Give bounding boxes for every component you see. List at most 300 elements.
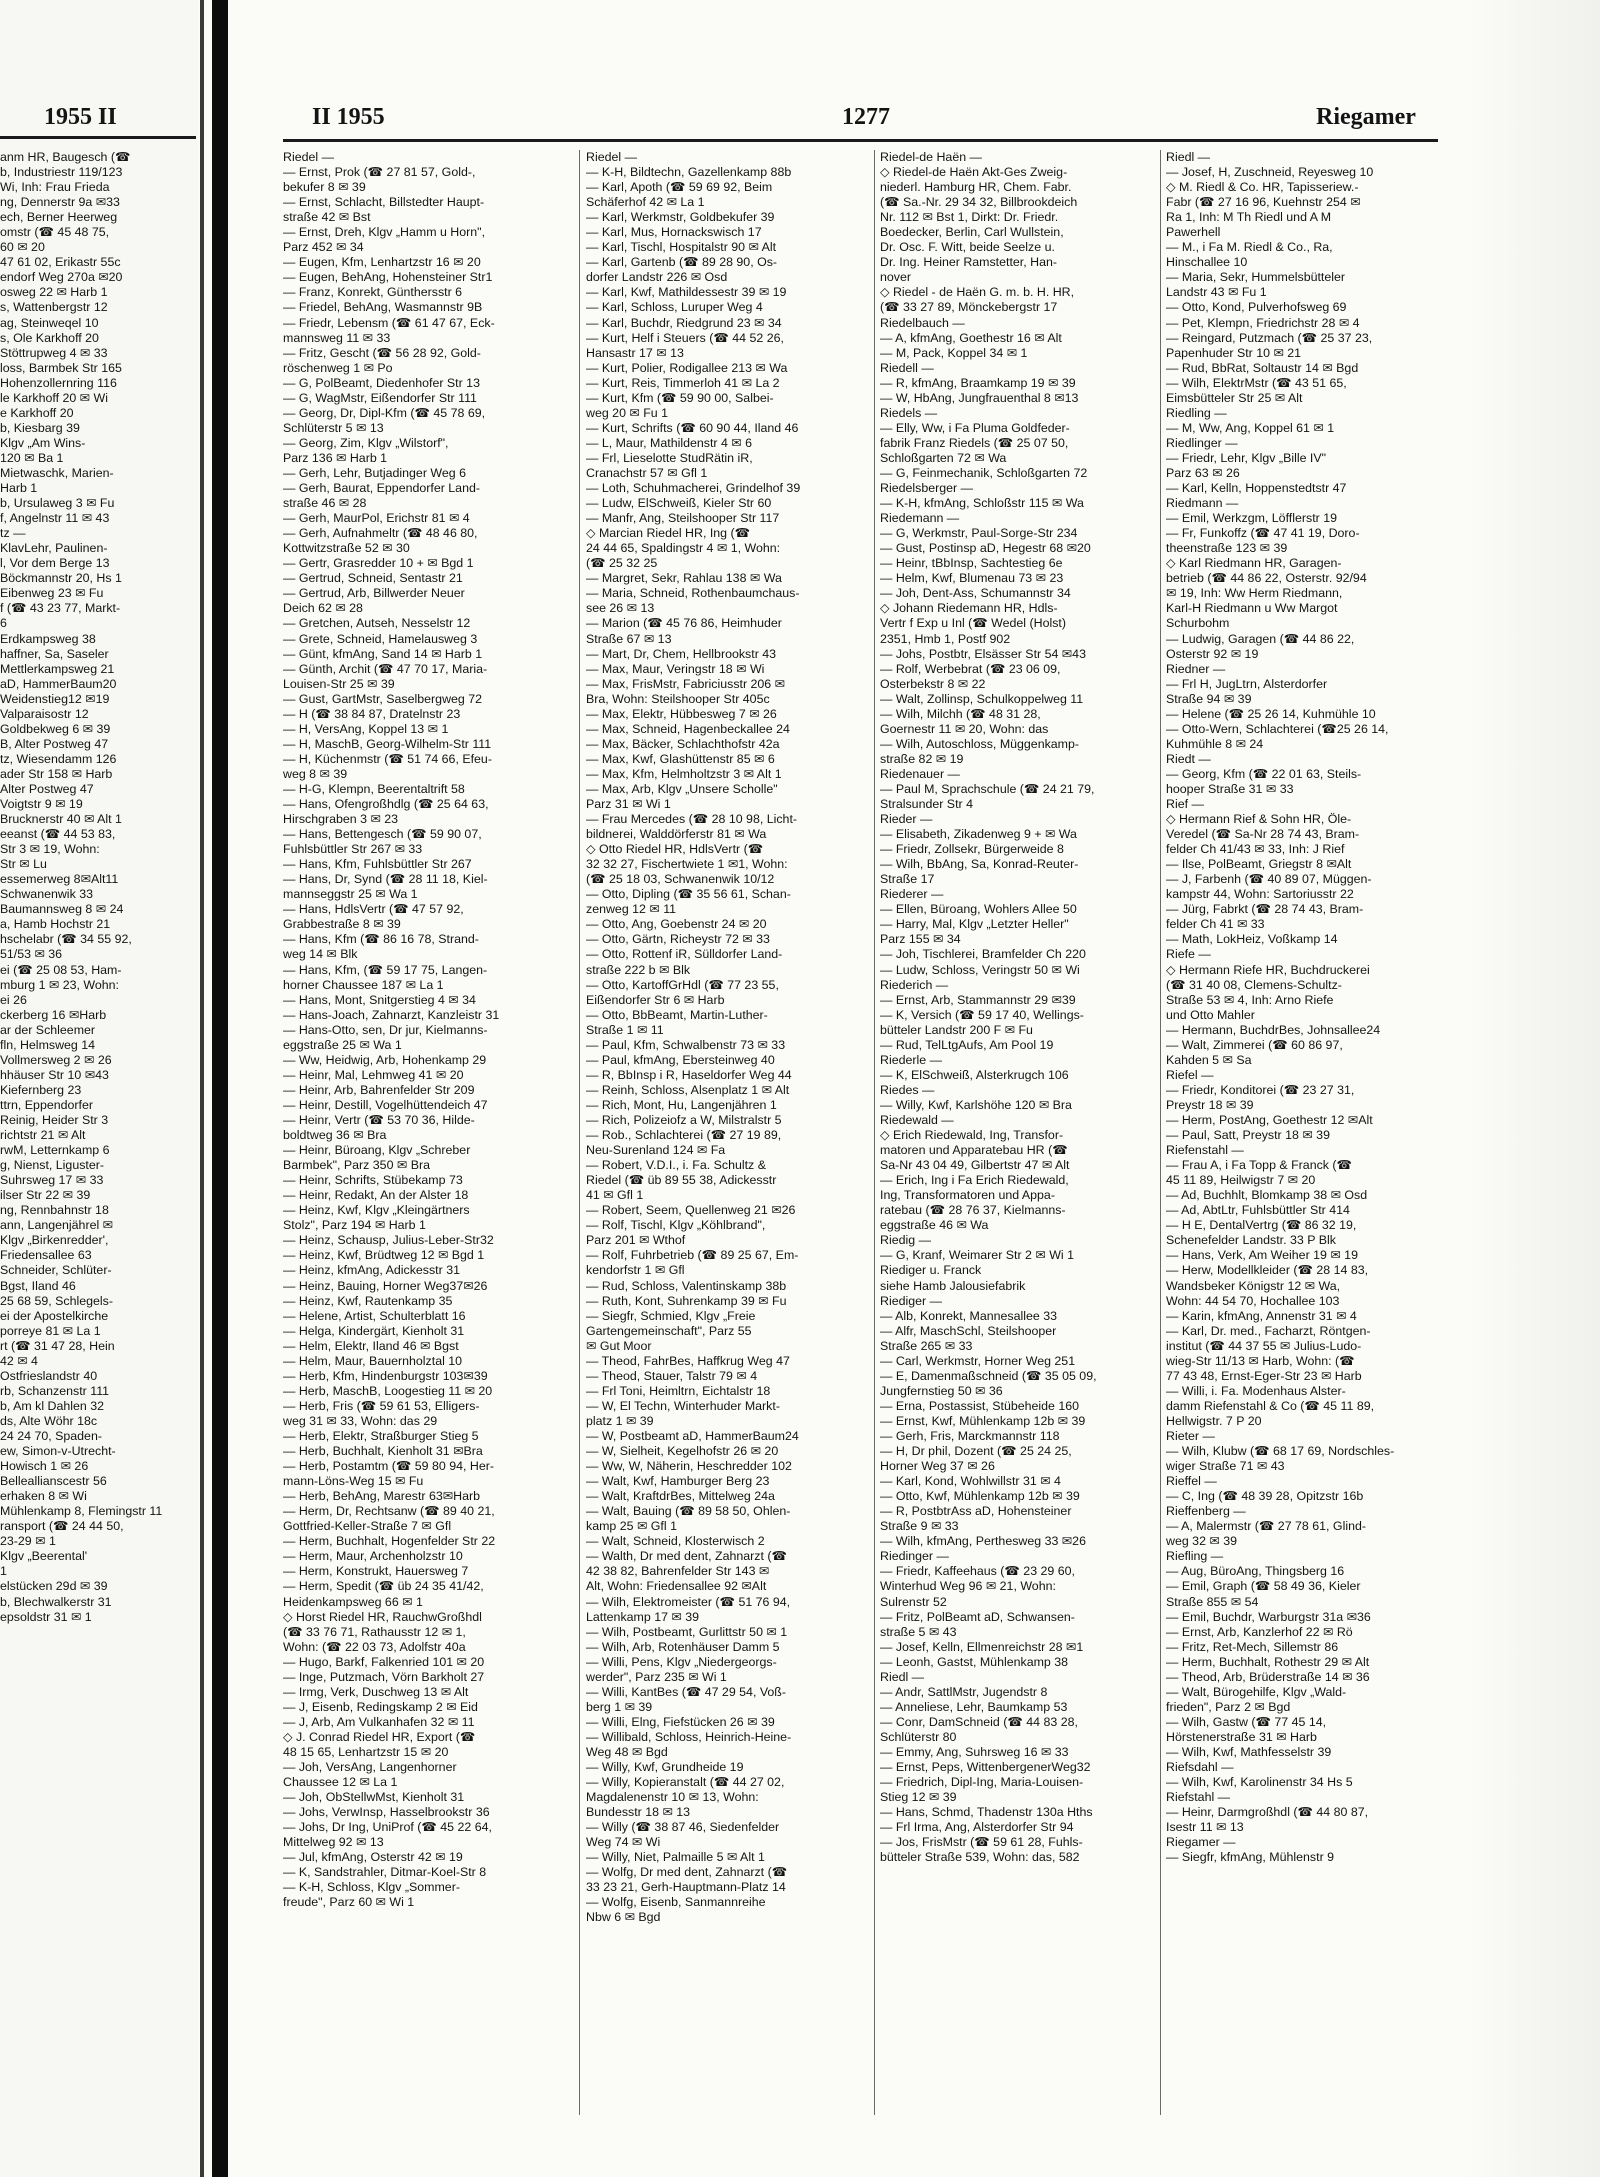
directory-entry-line: Kuhmühle 8 ✉ 24 [1166, 736, 1264, 751]
directory-entry-line: — K, ElSchweiß, Alsterkrugch 106 [880, 1067, 1069, 1082]
directory-entry-line: — Gerh, Baurat, Eppendorfer Land- [283, 481, 480, 496]
directory-entry-line: — Siegfr, Schmied, Klgv „Freie [586, 1308, 756, 1323]
directory-entry-line: — Fr, Funkoffz (☎ 47 41 19, Doro- [1166, 526, 1360, 541]
directory-entry-line: — K, Sandstrahler, Ditmar-Koel-Str 8 [283, 1865, 487, 1880]
directory-entry-line: Riedes — [880, 1082, 935, 1097]
directory-entry-line: Fabr (☎ 27 16 96, Kuehnstr 254 ✉ [1166, 195, 1361, 210]
directory-entry-line: — Ernst, Kwf, Mühlenkamp 12b ✉ 39 [880, 1413, 1086, 1428]
directory-entry-line: — Fritz, Ret-Mech, Sillemstr 86 [1166, 1639, 1339, 1654]
directory-entry-line: Riedig — [880, 1233, 931, 1248]
directory-entry-line: — Siegfr, kfmAng, Mühlenstr 9 [1166, 1850, 1335, 1865]
directory-entry-line: — Heinz, Bauing, Horner Weg37✉26 [283, 1278, 488, 1293]
directory-entry-line: Goldbekweg 6 ✉ 39 [0, 721, 111, 736]
directory-entry-line: bildnerei, Walddörferstr 81 ✉ Wa [586, 827, 767, 842]
directory-entry-line: b, Blechwalkerstr 31 [0, 1594, 112, 1609]
directory-entry-line: Vertr f Exp u Inl (☎ Wedel (Holst) [880, 616, 1066, 631]
directory-entry-line: — Leonh, Gastst, Mühlenkamp 38 [880, 1654, 1069, 1669]
directory-entry-line: — Karl, Kwf, Mathildessestr 39 ✉ 19 [586, 285, 787, 300]
left-header-rule [0, 136, 196, 139]
column-3 [880, 150, 1156, 2115]
directory-entry-line: ✉ Gut Moor [586, 1338, 652, 1353]
directory-entry-line: bekufer 8 ✉ 39 [283, 180, 366, 195]
binding-gutter [212, 0, 228, 2177]
directory-entry-line: Rieder — [880, 812, 933, 827]
directory-entry-line: Str ✉ Lu [0, 857, 47, 872]
directory-entry-line: frieden", Parz 2 ✉ Bgd [1166, 1699, 1291, 1714]
directory-entry-line: Klgv „Birkenredder', [0, 1233, 109, 1248]
directory-entry-line: Deich 62 ✉ 28 [283, 601, 363, 616]
directory-entry-line: (☎ Sa.-Nr. 29 34 32, Billbrookdeich [880, 195, 1078, 210]
directory-entry-line: — Walt, KraftdrBes, Mittelweg 24a [586, 1489, 775, 1504]
directory-entry-line: — Otto, Dipling (☎ 35 56 61, Schan- [586, 887, 791, 902]
directory-entry-line: ds, Alte Wöhr 18c [0, 1413, 98, 1428]
directory-entry-line: — Rich, Polizeiofz a W, Milstralstr 5 [586, 1113, 782, 1127]
directory-entry-line: röschenweg 1 ✉ Po [283, 360, 393, 375]
directory-entry-line: boldtweg 36 ✉ Bra [283, 1128, 387, 1143]
directory-entry-line: Nbw 6 ✉ Bgd [586, 1910, 661, 1925]
directory-entry-line: felder Ch 41/43 ✉ 33, Inh: J Rief [1166, 842, 1345, 857]
directory-entry-line: — Emil, Graph (☎ 58 49 36, Kieler [1166, 1579, 1361, 1594]
directory-entry-line: 47 61 02, Erikastr 55c [0, 255, 121, 270]
directory-entry-line: loss, Barmbek Str 165 [0, 360, 122, 375]
directory-entry-line: — Andr, SattlMstr, Jugendstr 8 [880, 1684, 1048, 1699]
directory-entry-line: Grabbestraße 8 ✉ 39 [283, 917, 401, 932]
directory-entry-line: weg 32 ✉ 39 [1166, 1534, 1238, 1549]
directory-entry-line: straße 222 b ✉ Blk [586, 962, 691, 977]
directory-entry-line: — Karl, Mus, Hornackswisch 17 [586, 225, 762, 240]
directory-entry-line: 41 ✉ Gfl 1 [586, 1188, 644, 1203]
directory-entry-line: — Helm, Maur, Bauernholztal 10 [283, 1353, 463, 1368]
directory-entry-line: s, Ole Karkhoff 20 [0, 330, 99, 345]
directory-entry-line: — Rud, Schloss, Valentinskamp 38b [586, 1278, 787, 1293]
directory-entry-line: — Willi, KantBes (☎ 47 29 54, Voß- [586, 1684, 786, 1699]
directory-entry-line: und Otto Mahler [1166, 1007, 1255, 1022]
directory-entry-line: Stieg 12 ✉ 39 [880, 1790, 957, 1805]
directory-entry-line: — Karin, kfmAng, Annenstr 31 ✉ 4 [1166, 1308, 1357, 1323]
directory-entry-line: 45 11 89, Heilwigstr 7 ✉ 20 [1166, 1173, 1316, 1188]
directory-entry-line: — Reinh, Schloss, Alsenplatz 1 ✉ Alt [586, 1082, 790, 1097]
directory-entry-line: Rieffel — [1166, 1474, 1217, 1489]
directory-entry-line: — Friedrich, Dipl-Ing, Maria-Louisen- [880, 1775, 1084, 1790]
directory-entry-line: — Karl, Tischl, Hospitalstr 90 ✉ Alt [586, 240, 777, 255]
directory-entry-line: b, Am kl Dahlen 32 [0, 1398, 105, 1413]
directory-entry-line: Eibenweg 23 ✉ Fu [0, 586, 104, 601]
directory-entry-line: — Hans, Kfm, (☎ 59 17 75, Langen- [283, 962, 488, 977]
directory-entry-line: Sulrenstr 52 [880, 1594, 947, 1609]
directory-entry-line: ◇ Riedel - de Haën G. m. b. H. HR, [880, 285, 1075, 300]
directory-entry-line: rb, Schanzenstr 111 [0, 1383, 110, 1398]
directory-entry-line: berg 1 ✉ 39 [586, 1699, 653, 1714]
directory-entry-line: — Rud, BbRat, Soltaustr 14 ✉ Bgd [1166, 360, 1359, 375]
directory-entry-line: Barmbek", Parz 350 ✉ Bra [283, 1158, 431, 1173]
directory-entry-line: Hörstenerstraße 31 ✉ Harb [1166, 1729, 1317, 1744]
directory-entry-line: Howisch 1 ✉ 26 [0, 1459, 89, 1474]
directory-entry-line: — Helm, Kwf, Blumenau 73 ✉ 23 [880, 571, 1064, 586]
directory-entry-line: — Paul M, Sprachschule (☎ 24 21 79, [880, 781, 1095, 796]
directory-entry-line: — Herb, Kfm, Hindenburgstr 103✉39 [283, 1368, 488, 1383]
directory-entry-line: Riedlinger — [1166, 435, 1238, 450]
directory-entry-line: matoren und Apparatebau HR (☎ [880, 1143, 1068, 1158]
directory-entry-line: — Kurt, Kfm (☎ 59 90 00, Salbei- [586, 390, 774, 405]
directory-entry-line: — Math, LokHeiz, Voßkamp 14 [1166, 932, 1338, 947]
directory-entry-line: rwM, Letternkamp 6 [0, 1143, 110, 1158]
directory-entry-line: Mittelweg 92 ✉ 13 [283, 1835, 384, 1850]
directory-entry-line: Voigtstr 9 ✉ 19 [0, 797, 83, 812]
directory-entry-line: 25 68 59, Schlegels- [0, 1293, 113, 1308]
directory-entry-line: — J, Arb, Am Vulkanhafen 32 ✉ 11 [283, 1714, 475, 1729]
directory-entry-line: Magdalenenstr 10 ✉ 13, Wohn: [586, 1790, 759, 1805]
directory-entry-line: — Fritz, PolBeamt aD, Schwansen- [880, 1609, 1075, 1624]
directory-entry-line: anm HR, Baugesch (☎ [0, 150, 131, 164]
directory-entry-line: Parz 63 ✉ 26 [1166, 465, 1240, 480]
directory-entry-line: Kiefernberg 23 [0, 1082, 82, 1097]
directory-entry-line: — Josef, H, Zuschneid, Reyesweg 10 [1166, 165, 1374, 180]
directory-entry-line: ei der Apostelkirche [0, 1308, 109, 1323]
directory-entry-line: 42 ✉ 4 [0, 1353, 38, 1368]
directory-entry-line: — Friedel, BehAng, Wasmannstr 9B [283, 300, 483, 315]
directory-entry-line: — M, Pack, Koppel 34 ✉ 1 [880, 345, 1028, 360]
directory-entry-line: Riedelsberger — [880, 481, 973, 496]
directory-entry-line: — Willi, Elng, Fiefstücken 26 ✉ 39 [586, 1714, 775, 1729]
directory-entry-line: — Heinr, Büroang, Klgv „Schreber [283, 1143, 471, 1158]
directory-entry-line: s, Wattenbergstr 12 [0, 300, 108, 315]
directory-entry-line: — Eugen, Kfm, Lenhartzstr 16 ✉ 20 [283, 255, 481, 270]
directory-entry-line: ng, Dennerstr 9a ✉33 [0, 195, 120, 210]
directory-entry-line: Riedell — [880, 360, 934, 375]
directory-entry-line: — Willy, Niet, Palmaille 5 ✉ Alt 1 [586, 1850, 765, 1865]
directory-entry-line: — Ernst, Peps, WittenbergenerWeg32 [880, 1760, 1091, 1775]
directory-entry-line: 120 ✉ Ba 1 [0, 450, 64, 465]
directory-entry-line: Riederich — [880, 977, 949, 992]
directory-entry-line: Riedel — [586, 150, 637, 164]
directory-entry-line: — H E, DentalVertrg (☎ 86 32 19, [1166, 1218, 1357, 1233]
directory-entry-line: Mettlerkampsweg 21 [0, 661, 115, 676]
directory-entry-line: — Margret, Sekr, Rahlau 138 ✉ Wa [586, 571, 782, 586]
directory-entry-line: endorf Weg 270a ✉20 [0, 270, 123, 285]
directory-entry-line: — H, Küchenmstr (☎ 51 74 66, Efeu- [283, 751, 492, 766]
directory-entry-line: Karl-H Riedmann u Ww Margot [1166, 601, 1338, 616]
directory-entry-line: — Karl, Werkmstr, Goldbekufer 39 [586, 210, 775, 225]
directory-entry-line: Riedt — [1166, 751, 1211, 766]
directory-entry-line: — Gerh, MaurPol, Erichstr 81 ✉ 4 [283, 511, 470, 526]
directory-entry-line: Gottfried-Keller-Straße 7 ✉ Gfl [283, 1519, 452, 1534]
directory-entry-line: — Kurt, Reis, Timmerloh 41 ✉ La 2 [586, 375, 780, 390]
directory-entry-line: — Wilh, ElektrMstr (☎ 43 51 65, [1166, 375, 1347, 390]
directory-entry-line: — Hans, Kfm (☎ 86 16 78, Strand- [283, 932, 479, 947]
directory-entry-line: — Gust, Postinsp aD, Hegestr 68 ✉20 [880, 541, 1091, 556]
directory-entry-line: elstücken 29d ✉ 39 [0, 1579, 108, 1594]
directory-entry-line: Riedemann — [880, 511, 960, 526]
directory-entry-line: Riedner — [1166, 661, 1226, 676]
directory-entry-line: Parz 201 ✉ Wthof [586, 1233, 686, 1248]
directory-entry-line: — Emil, Werkzgm, Löfflerstr 19 [1166, 511, 1337, 526]
directory-entry-line: — Friedr, Lebensm (☎ 61 47 67, Eck- [283, 315, 495, 330]
directory-entry-line: 32 32 27, Fischertwiete 1 ✉1, Wohn: [586, 857, 788, 872]
directory-entry-line: — Max, FrisMstr, Fabriciusstr 206 ✉ [586, 676, 786, 691]
directory-entry-line: 60 ✉ 20 [0, 240, 45, 255]
directory-entry-line: Jungfernstieg 50 ✉ 36 [880, 1383, 1003, 1398]
directory-entry-line: ckerberg 16 ✉Harb [0, 1007, 107, 1022]
directory-entry-line: Osterbekstr 8 ✉ 22 [880, 676, 986, 691]
directory-entry-line: — Paul, Satt, Preystr 18 ✉ 39 [1166, 1128, 1330, 1143]
directory-entry-line: — Wilh, Autoschloss, Müggenkamp- [880, 736, 1080, 751]
column-1 [283, 150, 573, 2115]
directory-entry-line: — Willi, i. Fa. Modenhaus Alster- [1166, 1383, 1346, 1398]
directory-entry-line: — Pet, Klempn, Friedrichstr 28 ✉ 4 [1166, 315, 1360, 330]
directory-entry-line: — Gerh, Fris, Marckmannstr 118 [880, 1428, 1060, 1443]
directory-entry-line: — Heinr, Redakt, An der Alster 18 [283, 1188, 469, 1203]
directory-entry-line: nover [880, 270, 911, 285]
directory-entry-line: — Wilh, Gastw (☎ 77 45 14, [1166, 1714, 1327, 1729]
directory-entry-line: — Otto, Rottenf iR, Sülldorfer Land- [586, 947, 783, 962]
directory-entry-line: — Maria, Sekr, Hummelsbütteler [1166, 270, 1346, 285]
directory-entry-line: fln, Helmsweg 14 [0, 1037, 96, 1052]
directory-entry-line: — Frl Toni, Heimltrn, Eichtalstr 18 [586, 1383, 771, 1398]
directory-entry-line: — Ilse, PolBeamt, Griegstr 8 ✉Alt [1166, 857, 1352, 872]
directory-entry-line: Straße 9 ✉ 33 [880, 1519, 959, 1534]
directory-entry-line: — Heinr, Darmgroßhdl (☎ 44 80 87, [1166, 1805, 1369, 1820]
directory-entry-line: — Max, Kfm, Helmholtzstr 3 ✉ Alt 1 [586, 766, 782, 781]
directory-entry-line: omstr (☎ 45 48 75, [0, 225, 110, 240]
directory-entry-line: e Karkhoff 20 [0, 405, 74, 420]
directory-entry-line: — Rud, TelLtgAufs, Am Pool 19 [880, 1037, 1054, 1052]
column-divider-1 [579, 150, 580, 2115]
directory-entry-line: — Hans, Ofengroßhdlg (☎ 25 64 63, [283, 797, 489, 812]
directory-entry-line: — Theod, Arb, Brüderstraße 14 ✉ 36 [1166, 1669, 1370, 1684]
directory-entry-line: — Herb, BehAng, Marestr 63✉Harb [283, 1489, 481, 1504]
directory-entry-line: Riederle — [880, 1052, 942, 1067]
directory-entry-line: Lattenkamp 17 ✉ 39 [586, 1609, 700, 1624]
directory-entry-line: — Hugo, Barkf, Falkenried 101 ✉ 20 [283, 1654, 485, 1669]
directory-entry-line: — Wilh, Arb, Rotenhäuser Damm 5 [586, 1639, 780, 1654]
directory-entry-line: — Heinz, Schausp, Julius-Leber-Str32 [283, 1233, 494, 1248]
directory-entry-line: — Rolf, Fuhrbetrieb (☎ 89 25 67, Em- [586, 1248, 799, 1263]
directory-entry-line: — Gertrud, Arb, Billwerder Neuer [283, 586, 465, 601]
directory-entry-line: Riedel (☎ üb 89 55 38, Adickesstr [586, 1173, 777, 1188]
directory-entry-line: — Georg, Kfm (☎ 22 01 63, Steils- [1166, 766, 1362, 781]
directory-entry-line: Suhrsweg 17 ✉ 33 [0, 1173, 104, 1188]
directory-entry-line: — Wilh, Kwf, Karolinenstr 34 Hs 5 [1166, 1775, 1353, 1790]
directory-entry-line: — Herm, Dr, Rechtsanw (☎ 89 40 21, [283, 1504, 495, 1519]
directory-entry-line: — Aug, BüroAng, Thingsberg 16 [1166, 1564, 1345, 1579]
directory-entry-line: ◇ M. Riedl & Co. HR, Tapisseriew.- [1166, 180, 1359, 195]
directory-entry-line: — Wilh, Klubw (☎ 68 17 69, Nordschles- [1166, 1444, 1395, 1459]
directory-entry-line: ech, Berner Heerweg [0, 210, 118, 225]
directory-entry-line: Straße 17 [880, 872, 935, 887]
directory-entry-line: — H, MaschB, Georg-Wilhelm-Str 111 [283, 736, 492, 751]
directory-entry-line: weg 14 ✉ Blk [283, 947, 358, 962]
directory-entry-line: Ing, Transformatoren und Appa- [880, 1188, 1055, 1203]
directory-entry-line: — Ww, Heidwig, Arb, Hohenkamp 29 [283, 1052, 487, 1067]
directory-entry-line: — G, Feinmechanik, Schloßgarten 72 [880, 465, 1088, 480]
directory-entry-line: weg 20 ✉ Fu 1 [586, 405, 669, 420]
directory-entry-line: Papenhuder Str 10 ✉ 21 [1166, 345, 1302, 360]
directory-entry-line: — Eugen, BehAng, Hohensteiner Str1 [283, 270, 493, 285]
directory-entry-line: b, Ursulaweg 3 ✉ Fu [0, 496, 115, 511]
directory-entry-line: Erdkampsweg 38 [0, 631, 96, 646]
directory-entry-line: Belleallianscestr 56 [0, 1474, 107, 1489]
directory-entry-line: Rieffenberg — [1166, 1504, 1246, 1519]
directory-entry-line: Klgv „Am Wins- [0, 435, 86, 450]
directory-entry-line: ✉ 19, Inh: Ww Herm Riedmann, [1166, 586, 1343, 601]
directory-entry-line: — G, PolBeamt, Diedenhofer Str 13 [283, 375, 480, 390]
directory-entry-line: (☎ 33 27 89, Mönckebergstr 17 [880, 300, 1058, 315]
directory-entry-line: Winterhud Weg 96 ✉ 21, Wohn: [880, 1579, 1056, 1594]
directory-entry-line: — Ad, AbtLtr, Fuhlsbüttler Str 414 [1166, 1203, 1350, 1218]
directory-entry-line: — Alb, Konrekt, Mannesallee 33 [880, 1308, 1058, 1323]
directory-entry-line: — J, Farbenh (☎ 40 89 07, Müggen- [1166, 872, 1372, 887]
directory-entry-line: — Karl, Gartenb (☎ 89 28 90, Os- [586, 255, 778, 270]
directory-entry-line: — Herm, Buchhalt, Hogenfelder Str 22 [283, 1534, 496, 1549]
directory-entry-line: Riefe — [1166, 947, 1211, 962]
directory-entry-line: (☎ 31 40 08, Clemens-Schultz- [1166, 977, 1342, 992]
directory-entry-line: Gartengemeinschaft", Parz 55 [586, 1323, 752, 1338]
directory-entry-line: ng, Rennbahnstr 18 [0, 1203, 109, 1218]
directory-entry-line: hooper Straße 31 ✉ 33 [1166, 781, 1294, 796]
directory-entry-line: — Conr, DamSchneid (☎ 44 83 28, [880, 1714, 1078, 1729]
directory-entry-line: Riedenauer — [880, 766, 960, 781]
directory-entry-line: — Gretchen, Autseh, Nesselstr 12 [283, 616, 471, 631]
directory-entry-line: Böckmannstr 20, Hs 1 [0, 571, 122, 586]
directory-entry-line: rt (☎ 31 47 28, Hein [0, 1338, 115, 1353]
directory-entry-line: Horner Weg 37 ✉ 26 [880, 1459, 995, 1474]
directory-entry-line: Riefsdahl — [1166, 1760, 1234, 1775]
left-page-header: 1955 II [44, 104, 117, 130]
column-divider-3 [1160, 150, 1161, 2115]
directory-entry-line: — Heinr, Vertr (☎ 53 70 36, Hilde- [283, 1113, 475, 1127]
directory-entry-line: — M., i Fa M. Riedl & Co., Ra, [1166, 240, 1333, 255]
directory-entry-line: Straße 67 ✉ 13 [586, 631, 672, 646]
directory-entry-line: Riegamer — [1166, 1835, 1236, 1850]
directory-entry-line: — Loth, Schuhmacherei, Grindelhof 39 [586, 481, 801, 496]
directory-entry-line: Weg 74 ✉ Wi [586, 1835, 661, 1850]
directory-entry-line: Goernestr 11 ✉ 20, Wohn: das [880, 721, 1049, 736]
directory-entry-line: Schenefelder Landstr. 33 P Blk [1166, 1233, 1336, 1248]
directory-entry-line: Eißendorfer Str 6 ✉ Harb [586, 992, 725, 1007]
directory-entry-line: — Josef, Kelln, Ellmenreichstr 28 ✉1 [880, 1639, 1084, 1654]
directory-entry-line: — Walt, Schneid, Klosterwisch 2 [586, 1534, 765, 1549]
directory-entry-line: — Carl, Werkmstr, Horner Weg 251 [880, 1353, 1076, 1368]
directory-entry-line: Schäferhof 42 ✉ La 1 [586, 195, 705, 210]
directory-entry-line: — Willibald, Schloss, Heinrich-Heine- [586, 1729, 792, 1744]
directory-entry-line: — Herb, Postamtm (☎ 59 80 94, Her- [283, 1459, 494, 1474]
directory-entry-line: — Wolfg, Dr med dent, Zahnarzt (☎ [586, 1865, 788, 1880]
directory-entry-line: Schurbohm [1166, 616, 1230, 631]
directory-entry-line: theenstraße 123 ✉ 39 [1166, 541, 1288, 556]
directory-entry-line: Straße 265 ✉ 33 [880, 1338, 973, 1353]
directory-entry-line: weg 8 ✉ 39 [283, 766, 348, 781]
directory-entry-line: f (☎ 43 23 77, Markt- [0, 601, 121, 616]
directory-entry-line: Kottwitzstraße 52 ✉ 30 [283, 541, 410, 556]
directory-entry-line: kendorfstr 1 ✉ Gfl [586, 1263, 685, 1278]
directory-entry-line: — Ernst, Schlacht, Billstedter Haupt- [283, 195, 485, 210]
directory-entry-line: — Fritz, Gescht (☎ 56 28 92, Gold- [283, 345, 481, 360]
column-2 [586, 150, 870, 2115]
directory-entry-line: 6 [0, 616, 7, 631]
directory-entry-line: — Kurt, Schrifts (☎ 60 90 44, Iland 46 [586, 420, 799, 435]
directory-entry-line: — Anneliese, Lehr, Baumkamp 53 [880, 1699, 1068, 1714]
directory-entry-line: platz 1 ✉ 39 [586, 1413, 654, 1428]
directory-entry-line: Bundesstr 18 ✉ 13 [586, 1805, 691, 1820]
directory-entry-line: — E, Damenmaßschneid (☎ 35 05 09, [880, 1368, 1097, 1383]
directory-entry-line: — Hans, HdlsVertr (☎ 47 57 92, [283, 902, 464, 917]
directory-entry-line: niederl. Hamburg HR, Chem. Fabr. [880, 180, 1072, 195]
directory-entry-line: 77 43 48, Ernst-Eger-Str 23 ✉ Harb [1166, 1368, 1362, 1383]
directory-entry-line: — Karl, Kond, Wohlwillstr 31 ✉ 4 [880, 1474, 1061, 1489]
directory-entry-line: 2351, Hmb 1, Postf 902 [880, 631, 1011, 646]
directory-entry-line: Heidenkampsweg 66 ✉ 1 [283, 1594, 423, 1609]
directory-entry-line: — Joh, Tischlerei, Bramfelder Ch 220 [880, 947, 1086, 962]
directory-entry-line: — Ludw, ElSchweiß, Kieler Str 60 [586, 496, 772, 511]
column-divider-2 [874, 150, 875, 2115]
directory-entry-line: tz — [0, 526, 26, 541]
directory-entry-line: eeanst (☎ 44 53 83, [0, 827, 116, 842]
directory-entry-line: — Heinz, Kwf, Rautenkamp 35 [283, 1293, 453, 1308]
directory-entry-line: — Helene (☎ 25 26 14, Kuhmühle 10 [1166, 706, 1376, 721]
running-head: Riegamer [1316, 104, 1416, 130]
directory-entry-line: — W, Postbeamt aD, HammerBaum24 [586, 1428, 799, 1443]
directory-entry-line: — H (☎ 38 84 87, Dratelnstr 23 [283, 706, 461, 721]
directory-entry-line: — Heinz, kfmAng, Adickesstr 31 [283, 1263, 460, 1278]
directory-entry-line: — K, Versich (☎ 59 17 40, Wellings- [880, 1007, 1084, 1022]
directory-entry-line: Riedelbauch — [880, 315, 965, 330]
directory-entry-line: — Otto, Gärtn, Richeystr 72 ✉ 33 [586, 932, 770, 947]
directory-entry-line: (☎ 33 76 71, Rathausstr 12 ✉ 1, [283, 1624, 466, 1639]
directory-entry-line: — Wilh, BbAng, Sa, Konrad-Reuter- [880, 857, 1079, 872]
directory-entry-line: — Gust, GartMstr, Saselbergweg 72 [283, 691, 483, 706]
directory-entry-line: Stralsunder Str 4 [880, 797, 973, 812]
directory-entry-line: Wandsbeker Königstr 12 ✉ Wa, [1166, 1278, 1341, 1293]
directory-entry-line: — Robert, V.D.I., i. Fa. Schultz & [586, 1158, 766, 1173]
directory-entry-line: ader Str 158 ✉ Harb [0, 766, 113, 781]
directory-entry-line: — Willy, Kopieranstalt (☎ 44 27 02, [586, 1775, 785, 1790]
directory-entry-line: ◇ Marcian Riedel HR, Ing (☎ [586, 526, 751, 541]
directory-entry-line: Straße 53 ✉ 4, Inh: Arno Riefe [1166, 992, 1334, 1007]
directory-entry-line: richtstr 21 ✉ Alt [0, 1128, 86, 1143]
directory-entry-line: Parz 452 ✉ 34 [283, 240, 364, 255]
directory-entry-line: eggstraße 25 ✉ Wa 1 [283, 1037, 402, 1052]
directory-entry-line: Valparaisostr 12 [0, 706, 89, 721]
directory-entry-line: — Hans, Bettengesch (☎ 59 90 07, [283, 827, 482, 842]
directory-entry-line: zenweg 12 ✉ 11 [586, 902, 677, 917]
directory-entry-line: Weg 48 ✉ Bgd [586, 1744, 668, 1759]
directory-entry-line: Riefenstahl — [1166, 1143, 1244, 1158]
directory-entry-line: — Rolf, Tischl, Klgv „Köhlbrand", [586, 1218, 766, 1233]
directory-entry-line: — Jos, FrisMstr (☎ 59 61 28, Fuhls- [880, 1835, 1083, 1850]
directory-entry-line: Dr. Osc. F. Witt, beide Seelze u. [880, 240, 1055, 255]
binding-shadow [200, 0, 204, 2177]
directory-entry-line: mann-Löns-Weg 15 ✉ Fu [283, 1474, 424, 1489]
directory-entry-line: Mühlenkamp 8, Flemingstr 11 [0, 1504, 163, 1519]
directory-entry-line: institut (☎ 44 37 55 ✉ Julius-Ludo- [1166, 1338, 1362, 1353]
directory-entry-line: Neu-Surenland 124 ✉ Fa [586, 1143, 726, 1158]
directory-entry-line: — Herm, Spedit (☎ üb 24 35 41/42, [283, 1579, 484, 1594]
directory-entry-line: Riefling — [1166, 1549, 1224, 1564]
directory-entry-line: — Walt, Bauing (☎ 89 58 50, Ohlen- [586, 1504, 791, 1519]
directory-entry-line: — Emmy, Ang, Suhrsweg 16 ✉ 33 [880, 1744, 1069, 1759]
directory-entry-line: — Paul, kfmAng, Ebersteinweg 40 [586, 1052, 775, 1067]
directory-entry-line: 33 23 21, Gerh-Hauptmann-Platz 14 [586, 1880, 786, 1895]
page-edge [1462, 0, 1600, 2177]
directory-entry-line: — Maria, Schneid, Rothenbaumchaus- [586, 586, 800, 601]
directory-entry-line: ◇ Riedel-de Haën Akt-Ges Zweig- [880, 165, 1068, 180]
directory-entry-line: ilser Str 22 ✉ 39 [0, 1188, 91, 1203]
page-header-left: II 1955 [312, 104, 385, 130]
directory-entry-line: ei 26 [0, 992, 27, 1007]
directory-entry-line: Landstr 43 ✉ Fu 1 [1166, 285, 1267, 300]
column-4 [1166, 150, 1450, 2115]
directory-entry-line: — Friedr, Konditorei (☎ 23 27 31, [1166, 1082, 1355, 1097]
